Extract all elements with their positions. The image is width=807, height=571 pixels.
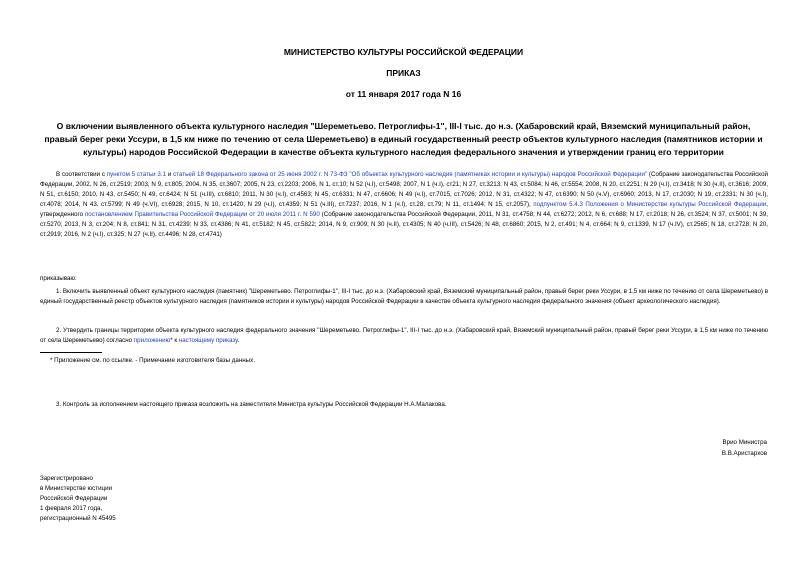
registration-line: регистрационный N 45495: [40, 515, 116, 522]
link-law-article-3-1[interactable]: пунктом 5 статьи 3.1: [106, 171, 167, 178]
ministry-title: МИНИСТЕРСТВО КУЛЬТУРЫ РОССИЙСКОЙ ФЕДЕРАЦИИ: [283, 47, 524, 57]
signature-title: Врио Министра: [722, 439, 767, 446]
item2-text-2: * к: [170, 337, 179, 344]
link-this-order[interactable]: настоящему приказу: [178, 337, 238, 344]
preamble-text-2: и: [166, 171, 174, 178]
order-item-2: [40, 326, 768, 346]
preamble-text-3: (Собрание законодательства Российской Федерации, 2002, N 26, ст.2519; 2003, N 9, ст.805; 2004, N 35, ст.3607; 2005, N 23, ст.2203; 2006, N 1, ст.10; N 52 (ч.I), ст.5498; 2007, N 1 (ч.I), ст21; N 27, ст.3213; N 43, ст.5084; N 46, ст.5554; 2008, N 20, ст.2251; N 29 (ч.I), ст.3418; N 30 (ч.II), ст.3616; 2009, N 51, ст.6150; 2010, N 43, ст.5450; N 49, ст.6424; N 51 (ч.III), ст.6810; 2011, N 30 (ч.I), ст.4563; N 45, ст.6331; N 47, ст.6606; N 49 (ч.I), ст.7015, ст.7026; 2012, N 31, ст.4322; N 47, ст.6390; N 50 (ч.V), ст.6960; 2013, N 17, ст.2030; N 19, ст.2331; N 30 (ч.I), ст.4078; 2014, N 43, ст.5799; N 49 (ч.VI), ст.6928; 2015, N 10, ст.1420; N 29 (ч.I), ст.4359; N 51 (ч.III), ст.7237; 2016, N 1 (ч.I), ст.28, ст.79; N 11, ст.1494; N 15, ст.2057),: [40, 171, 768, 208]
footnote-divider: [40, 352, 102, 353]
preamble-text-1: В соответствии с: [56, 171, 107, 178]
link-government-decree-590[interactable]: постановлением Правительства Российской Федерации от 20 июля 2011 г. N 590: [84, 211, 320, 218]
footnote: * Приложение см. по ссылке. - Примечание изготовителя базы данных.: [50, 357, 255, 364]
signature-name: В.В.Аристархов: [721, 450, 767, 457]
registration-line: 1 февраля 2017 года,: [40, 505, 103, 512]
item2-text-3: .: [237, 337, 240, 344]
order-item-1: 1. Включить выявленный объект культурного наследия (памятник) "Шереметьево. Петроглифы-1", III-I тыс. до н.э. (Хабаровский край, Вяземский муниципальный район, правый берег реки Уссури, в 1,5 км ниже по течению от села Шереметьево) в единый государственный реестр объектов культурного наследия (памятников истории и культуры) народов Российской Федерации в качестве объекта культурного наследия федерального значения (объект археологического наследия).: [40, 288, 768, 305]
preamble-text-4: , утвержденного: [40, 201, 768, 218]
registration-block: [40, 474, 116, 524]
document-subject: О включении выявленного объекта культурного наследия "Шереметьево. Петроглифы-1", III-I тыс. до н.э. (Хабаровский край, Вяземский муниципальный район, правый берег реки Уссури, в 1,5 км ниже по течению от села Шереметьево) в единый государственный реестр объектов культурного наследия (памятников истории и культуры) народов Российской Федерации в качестве объекта культурного наследия федерального значения и утверждении границ его территории: [44, 121, 763, 157]
preamble-text-5: (Собрание законодательства Российской Федерации, 2011, N 31, ст.4758; N 44, ст.6272; 2012, N 6, ст.688; N 17, ст.2018; N 26, ст.3524; N 37, ст.5001; N 39, ст.5270; 2013, N 3, ст.204; N 8, ст.841; N 31, ст.4239; N 33, ст.4386; N 41, ст.5182; N 45, ст.5822; 2014, N 9, ст.909; N 30 (ч.II), ст.4305; N 40 (ч.III), ст.5426; N 48, ст.6860; 2015, N 2, ст.491; N 4, ст.664; N 9, ст.1339, N 17 (ч.IV), ст.2565; N 18, ст.2728; N 20, ст.2919; 2016, N 2 (ч.I), ст.325; N 27 (ч.II), ст.4496; N 28, ст.4741): [40, 211, 768, 238]
document-type: ПРИКАЗ: [386, 68, 421, 78]
link-regulation-5-4-3[interactable]: подпунктом 5.4.3 Положения о Министерстве культуры Российской Федерации: [533, 201, 767, 208]
order-item-3: 3. Контроль за исполнением настоящего приказа возложить на заместителя Министра культуры Российской Федерации Н.А.Малакова.: [56, 401, 447, 408]
registration-line: Российской Федерации: [40, 495, 108, 502]
link-appendix[interactable]: приложению: [133, 337, 171, 344]
link-federal-law-73[interactable]: статьей 18 Федерального закона от 25 июня 2002 г. N 73-ФЗ "Об объектах культурного наследия (памятниках истории и культуры) народов Российской Федерации": [173, 171, 648, 178]
preamble-paragraph: [40, 170, 768, 240]
document-date-number: от 11 января 2017 года N 16: [345, 89, 462, 99]
registration-line: Зарегистрировано: [40, 475, 93, 482]
item2-text-1: 2. Утвердить границы территории объекта культурного наследия федерального значения "Шереметьево. Петроглифы-1", III-I тыс. до н.э. (Хабаровский край, Вяземский муниципальный район, правый берег реки Уссури, в 1,5 км ниже по течению от села Шереметьево) согласно: [40, 327, 768, 344]
order-word: приказываю:: [40, 275, 77, 282]
registration-line: в Министерстве юстиции: [40, 485, 113, 492]
